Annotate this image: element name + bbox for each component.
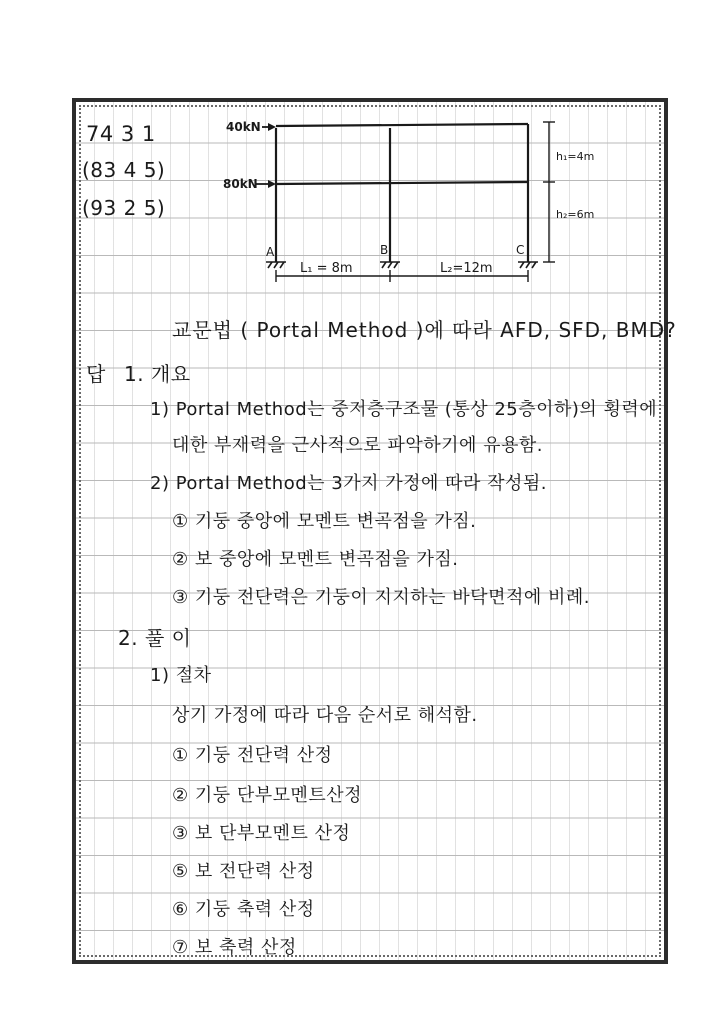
- roof-beam: [276, 124, 528, 126]
- section-1-title: 1. 개요: [124, 362, 191, 386]
- fixed-support-b: [380, 262, 400, 268]
- load-top-label: 40kN: [226, 120, 261, 134]
- overview-p2: 2) Portal Method는 3가지 가정에 따라 작성됨.: [150, 473, 547, 494]
- overview-p1-line1: 1) Portal Method는 중저층구조물 (통상 25층이하)의 횡력에: [150, 399, 658, 420]
- problem-number: 74 3 1: [86, 122, 156, 146]
- reference-1: (83 4 5): [82, 158, 166, 182]
- assumption-2: ② 보 중앙에 모멘트 변곡점을 가짐.: [172, 549, 459, 570]
- procedure-step: ⑥ 기둥 축력 산정: [172, 899, 315, 920]
- fixed-support-c: [518, 262, 538, 268]
- reference-2: (93 2 5): [82, 196, 166, 220]
- l1-label: L₁ = 8m: [300, 261, 353, 276]
- procedure-step: ② 기둥 단부모멘트산정: [172, 785, 363, 806]
- procedure-title: 1) 절차: [150, 665, 212, 686]
- floor-beam: [276, 182, 528, 184]
- assumption-3: ③ 기둥 전단력은 기둥이 지지하는 바닥면적에 비례.: [172, 587, 590, 608]
- overview-p1-line2: 대한 부재력을 근사적으로 파악하기에 유용함.: [172, 435, 543, 456]
- procedure-step: ⑤ 보 전단력 산정: [172, 861, 315, 882]
- procedure-step: ③ 보 단부모멘트 산정: [172, 823, 351, 844]
- procedure-intro: 상기 가정에 따라 다음 순서로 해석함.: [172, 705, 478, 726]
- load-arrowhead-mid: [268, 180, 276, 188]
- answer-label: 답: [86, 362, 106, 386]
- h2-label: h₂=6m: [556, 208, 595, 221]
- support-a-label: A: [266, 245, 275, 259]
- question-text: 교문법 ( Portal Method )에 따라 AFD, SFD, BMD?: [172, 318, 677, 342]
- l2-label: L₂=12m: [440, 261, 493, 276]
- support-c-label: C: [516, 243, 525, 257]
- load-arrowhead-top: [268, 123, 276, 131]
- load-mid-label: 80kN: [223, 177, 258, 191]
- procedure-step: ① 기둥 전단력 산정: [172, 745, 333, 766]
- section-2-title: 2. 풀 이: [118, 626, 192, 650]
- h1-label: h₁=4m: [556, 150, 595, 163]
- procedure-step: ⑦ 보 축력 산정: [172, 937, 297, 958]
- support-b-label: B: [380, 243, 389, 257]
- assumption-1: ① 기둥 중앙에 모멘트 변곡점을 가짐.: [172, 511, 477, 532]
- fixed-support-a: [266, 262, 286, 268]
